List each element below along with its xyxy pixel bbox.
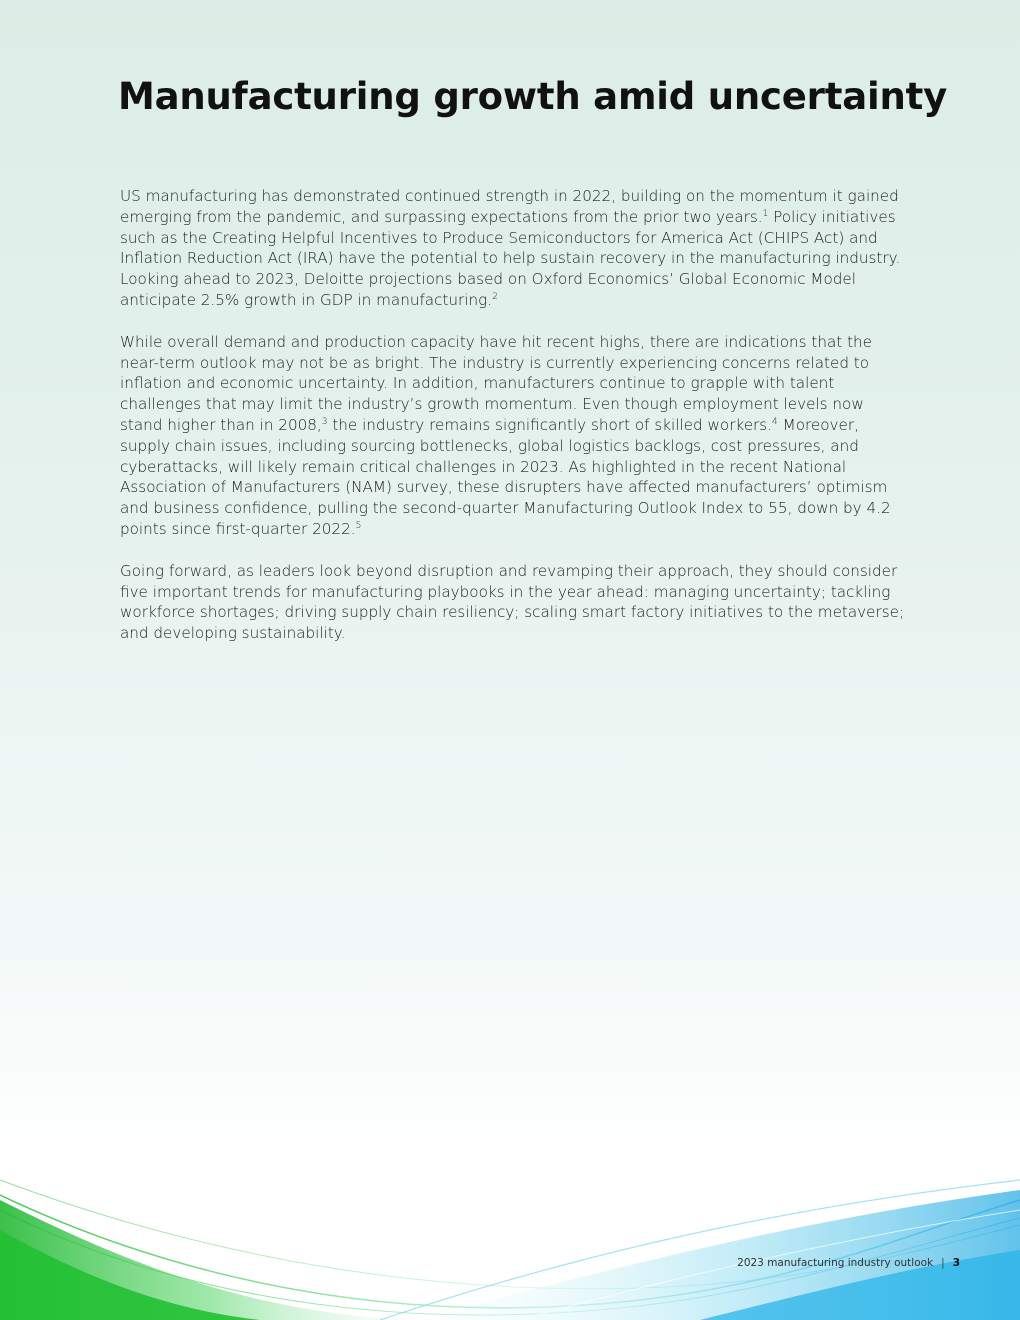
- footnote-reference: 5: [355, 520, 362, 531]
- paragraph-text: Policy initiatives such as the Creating Helpful Incentives to Produce Semiconductors for America Act (CHIPS Act) and Inflation Reduction Act (IRA) have the potential to help sustain recovery in the manufacturing industry. Looking ahead to 2023, Deloitte projections based on Oxford Economics’ Global Economic Model anticipate 2.5% growth in GDP in manufacturing.: [120, 207, 901, 309]
- decorative-wave-graphic: [0, 1150, 1020, 1320]
- footnote-reference: 3: [321, 416, 328, 427]
- footer-document-title: 2023 manufacturing industry outlook: [737, 1257, 934, 1269]
- paragraph-text: Moreover, supply chain issues, including sourcing bottlenecks, global logistics backlogs, cost pressures, and cyberattacks, will likely remain critical challenges in 2023. As highlighted in the recent National Association of Manufacturers (NAM) survey, these disrupters have affected manufacturers’ optimism and business confidence, pulling the second-quarter Manufacturing Outlook Index to 55, down by 4.2 points since first-quarter 2022.: [120, 415, 891, 538]
- paragraph-text: US manufacturing has demonstrated continued strength in 2022, building on the momentum it gained emerging from the pandemic, and surpassing expectations from the prior two years.: [120, 187, 899, 226]
- page-title: Manufacturing growth amid uncertainty: [118, 75, 947, 118]
- footnote-reference: 4: [772, 416, 778, 427]
- footer-separator: |: [941, 1257, 945, 1269]
- footnote-reference: 2: [492, 291, 498, 302]
- paragraph-3: [120, 561, 908, 644]
- paragraph-1: [120, 186, 908, 311]
- page-number: 3: [952, 1257, 960, 1269]
- paragraph-text: While overall demand and production capacity have hit recent highs, there are indications that the near-term outlook may not be as bright. The industry is currently experiencing concerns related to inflation and economic uncertainty. In addition, manufacturers continue to grapple with talent challenges that may limit the industry’s growth momentum. Even though employment levels now stand higher than in 2008,: [120, 332, 873, 434]
- footnote-reference: 1: [762, 208, 769, 219]
- paragraph-text: the industry remains significantly short of skilled workers.: [327, 415, 773, 434]
- paragraph-text: Going forward, as leaders look beyond disruption and revamping their approach, they should consider five important trends for manufacturing playbooks in the year ahead: managing uncertainty; tackling workforce shortages; driving supply chain resiliency; scaling smart factory initiatives to the metaverse; and developing sustainability.: [120, 561, 905, 643]
- paragraph-2: [120, 332, 908, 540]
- page-footer: [737, 1257, 960, 1269]
- body-text: [120, 186, 908, 665]
